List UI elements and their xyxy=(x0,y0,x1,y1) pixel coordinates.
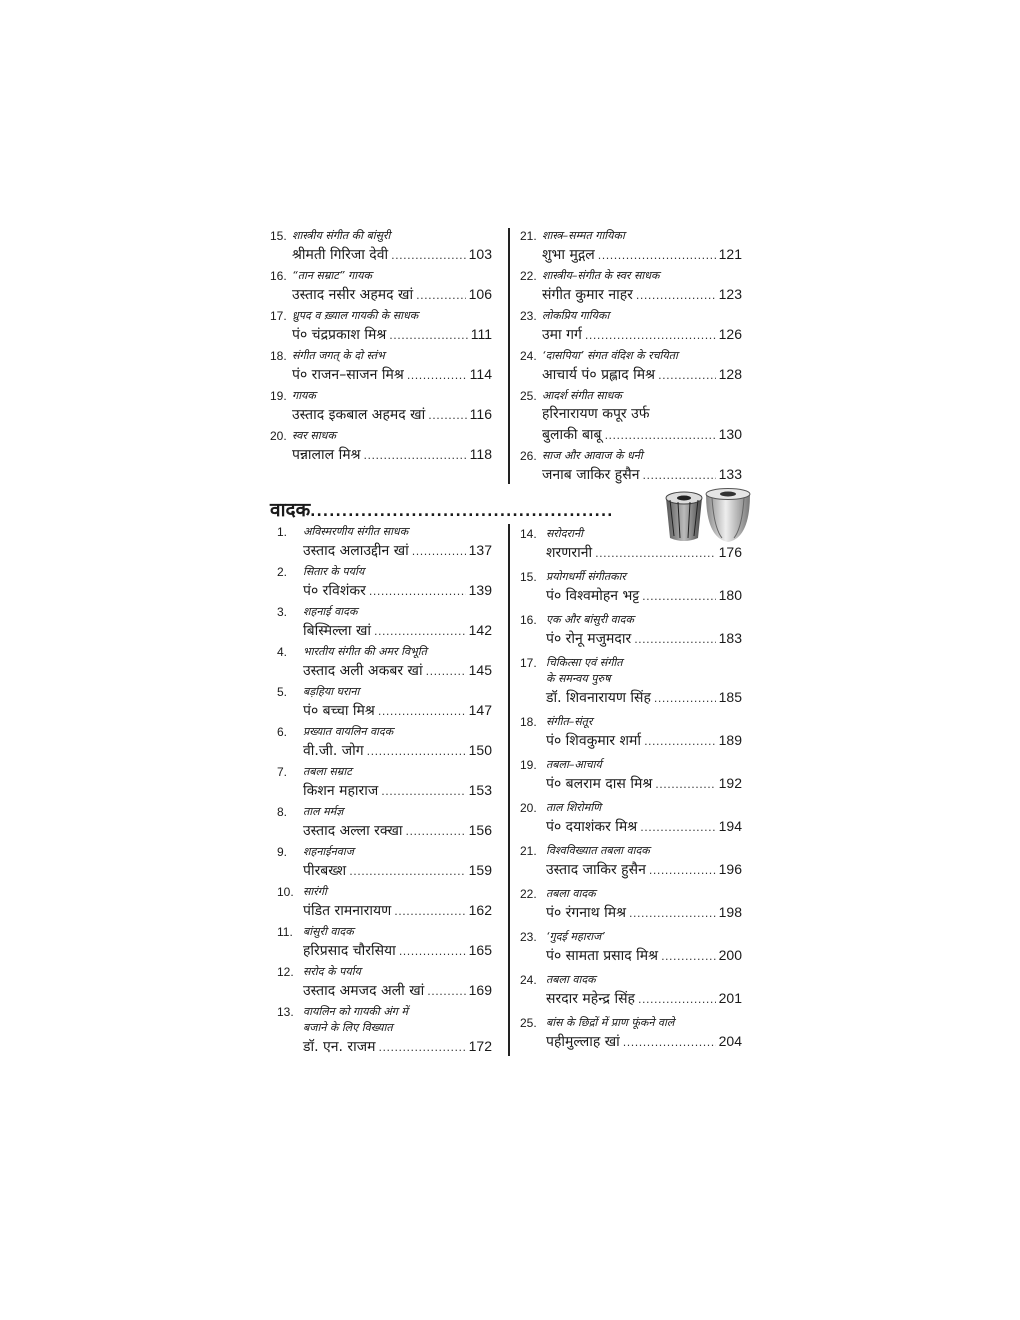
entry-number: 17. xyxy=(520,656,537,670)
singers-right-column xyxy=(520,228,742,488)
leader-dots xyxy=(407,366,467,386)
page-number: 126 xyxy=(718,326,742,342)
toc-entry[interactable] xyxy=(520,526,742,562)
entry-name: आचार्य पं० प्रह्लाद मिश्र xyxy=(542,367,656,383)
page-number: 118 xyxy=(469,446,492,462)
entry-number: 22. xyxy=(520,887,537,901)
leader-dots xyxy=(644,732,716,752)
entry-subtitle: प्रयोगधर्मी संगीतकार xyxy=(546,570,626,583)
entry-subtitle: आदर्श संगीत साधक xyxy=(542,389,622,402)
leader-dots xyxy=(598,246,716,266)
toc-entry[interactable] xyxy=(520,308,742,344)
entry-name-row xyxy=(542,464,742,484)
entry-number: 13. xyxy=(277,1005,294,1019)
page-number: 162 xyxy=(468,902,492,918)
entry-subtitle: ‘दासपिया’ संगत वंदिश के रचयिता xyxy=(542,349,678,362)
toc-entry[interactable] xyxy=(520,843,742,879)
entry-subtitle: ‘गुदई महाराज’ xyxy=(546,930,605,943)
entry-number: 15. xyxy=(520,570,537,584)
leader-dots xyxy=(661,947,716,967)
toc-entry[interactable] xyxy=(277,804,492,840)
leader-dots xyxy=(374,622,466,642)
entry-subtitle: शहनाई वादक xyxy=(303,605,358,618)
entry-number: 25. xyxy=(520,1016,537,1030)
entry-name: पं० चंद्रप्रकाश मिश्र xyxy=(292,327,387,343)
page-number: 204 xyxy=(718,1033,742,1049)
entry-name: उमा गर्ग xyxy=(542,327,582,343)
entry-subtitle: भारतीय संगीत की अमर विभूति xyxy=(303,645,427,658)
entry-subtitle: तबला वादक xyxy=(546,973,596,986)
leader-dots xyxy=(349,862,465,882)
page-number: 145 xyxy=(468,662,492,678)
entry-subtitle: प्रख्यात वायलिन वादक xyxy=(303,725,394,738)
section-leader-dots xyxy=(310,504,612,520)
toc-entry[interactable] xyxy=(520,569,742,605)
entry-name-row xyxy=(292,364,492,384)
entry-name: पं० रोनू मजुमदार xyxy=(546,631,632,647)
toc-entry[interactable] xyxy=(277,644,492,680)
entry-name: पं० विश्वमोहन भट्ट xyxy=(546,588,640,604)
entry-number: 3. xyxy=(277,605,288,619)
entry-name: पं० बच्चा मिश्र xyxy=(303,703,375,719)
entry-name: पं० राजन–साजन मिश्र xyxy=(292,367,404,383)
page-number: 142 xyxy=(468,622,492,638)
entry-name: पं० रंगनाथ मिश्र xyxy=(546,905,626,921)
entry-number: 14. xyxy=(520,527,537,541)
leader-dots xyxy=(412,542,466,562)
page-number: 139 xyxy=(468,582,492,598)
entry-name-row xyxy=(546,1031,742,1051)
entry-name-row xyxy=(546,542,742,562)
entry-number: 7. xyxy=(277,765,288,779)
entry-subtitle: तबला वादक xyxy=(546,887,596,900)
leader-dots xyxy=(640,818,715,838)
leader-dots xyxy=(427,982,465,1002)
entry-name: किशन महाराज xyxy=(303,783,379,799)
entry-number: 21. xyxy=(520,844,537,858)
entry-subtitle: चिकित्सा एवं संगीत xyxy=(546,656,623,669)
leader-dots xyxy=(426,662,466,682)
entry-number: 6. xyxy=(277,725,288,739)
page-number: 156 xyxy=(468,822,492,838)
toc-entry[interactable] xyxy=(277,964,492,1000)
leader-dots xyxy=(389,326,467,346)
entry-number: 24. xyxy=(520,349,537,363)
column-divider-bottom xyxy=(508,524,510,1056)
toc-entry[interactable] xyxy=(277,1004,492,1056)
toc-entry[interactable] xyxy=(277,524,492,560)
entry-name: उस्ताद अमजद अली खां xyxy=(303,983,425,999)
entry-number: 2. xyxy=(277,565,288,579)
toc-entry[interactable] xyxy=(277,924,492,960)
leader-dots xyxy=(629,904,716,924)
leader-dots xyxy=(369,582,466,602)
leader-dots xyxy=(394,902,465,922)
page-number: 185 xyxy=(718,689,742,705)
leader-dots xyxy=(391,246,466,266)
toc-entry[interactable] xyxy=(277,724,492,760)
toc-entry[interactable] xyxy=(520,714,742,750)
leader-dots xyxy=(655,775,715,795)
leader-dots xyxy=(658,366,716,386)
page-number: 183 xyxy=(718,630,742,646)
entry-name-row xyxy=(303,900,492,920)
entry-number: 25. xyxy=(520,389,537,403)
page-number: 192 xyxy=(718,775,742,791)
entry-number: 4. xyxy=(277,645,288,659)
page-number: 165 xyxy=(468,942,492,958)
leader-dots xyxy=(623,1033,716,1053)
singers-left-column xyxy=(270,228,492,468)
entry-number: 22. xyxy=(520,269,537,283)
entry-subtitle: सितार के पर्याय xyxy=(303,565,365,578)
toc-entry[interactable] xyxy=(270,228,492,264)
entry-subtitle: साज और आवाज के धनी xyxy=(542,449,643,462)
entry-number: 19. xyxy=(270,389,287,403)
toc-entry[interactable] xyxy=(277,844,492,880)
leader-dots xyxy=(638,990,716,1010)
entry-number: 9. xyxy=(277,845,288,859)
entry-subtitle: बजाने के लिए विख्यात xyxy=(303,1021,393,1034)
toc-entry[interactable] xyxy=(270,388,492,424)
leader-dots xyxy=(585,326,716,346)
page-number: 172 xyxy=(468,1038,492,1054)
leader-dots xyxy=(416,286,466,306)
entry-subtitle: शास्त्रीय संगीत की बांसुरी xyxy=(292,229,391,242)
entry-name-row xyxy=(303,820,492,840)
entry-number: 5. xyxy=(277,685,288,699)
entry-name-row xyxy=(303,980,492,1000)
toc-entry[interactable] xyxy=(277,604,492,640)
leader-dots xyxy=(595,544,716,564)
entry-name-row xyxy=(546,988,742,1008)
entry-name: उस्ताद अल्ला रक्खा xyxy=(303,823,403,839)
entry-name-row xyxy=(303,660,492,680)
players-right-column xyxy=(520,526,742,1058)
entry-name: बुलाकी बाबू xyxy=(542,427,602,443)
entry-name-row xyxy=(292,324,492,344)
page-number: 159 xyxy=(468,862,492,878)
entry-name-row xyxy=(303,620,492,640)
entry-name-row xyxy=(546,687,742,707)
entry-name-row xyxy=(546,773,742,793)
leader-dots xyxy=(428,406,466,426)
entry-name: पं० बलराम दास मिश्र xyxy=(546,776,653,792)
entry-number: 12. xyxy=(277,965,294,979)
entry-name-row xyxy=(303,580,492,600)
entry-number: 17. xyxy=(270,309,287,323)
entry-subtitle: संगीत–संतूर xyxy=(546,715,593,728)
page-number: 128 xyxy=(718,366,742,382)
entry-name: पन्नालाल मिश्र xyxy=(292,447,361,463)
entry-subtitle: संगीत जगत् के दो स्तंभ xyxy=(292,349,385,362)
entry-name: पं० रविशंकर xyxy=(303,583,366,599)
toc-entry[interactable] xyxy=(270,268,492,304)
entry-subtitle: तबला सम्राट xyxy=(303,765,352,778)
entry-name: डॉ. एन. राजम xyxy=(303,1039,376,1055)
entry-name: उस्ताद जाकिर हुसैन xyxy=(546,862,646,878)
page-number: 201 xyxy=(718,990,742,1006)
entry-name-row xyxy=(292,244,492,264)
entry-name-row xyxy=(303,700,492,720)
entry-name: पीरबख्श xyxy=(303,863,347,879)
toc-entry[interactable] xyxy=(520,1015,742,1051)
players-left-column xyxy=(277,524,492,1060)
page-number: 103 xyxy=(468,246,492,262)
entry-number: 23. xyxy=(520,309,537,323)
entry-subtitle: लोकप्रिय गायिका xyxy=(542,309,610,322)
entry-subtitle: तबला–आचार्य xyxy=(546,758,602,771)
entry-number: 24. xyxy=(520,973,537,987)
page-number: 176 xyxy=(718,544,742,560)
toc-entry[interactable] xyxy=(520,348,742,384)
entry-name-row xyxy=(546,816,742,836)
entry-number: 23. xyxy=(520,930,537,944)
toc-entry[interactable] xyxy=(520,972,742,1008)
page-number: 133 xyxy=(718,466,742,482)
toc-entry[interactable] xyxy=(277,564,492,600)
entry-name: उस्ताद अली अकबर खां xyxy=(303,663,423,679)
entry-subtitle: एक और बांसुरी वादक xyxy=(546,613,634,626)
entry-name: शरणरानी xyxy=(546,545,593,561)
entry-number: 21. xyxy=(520,229,537,243)
entry-name: उस्ताद इकबाल अहमद खां xyxy=(292,407,426,423)
entry-subtitle: वायलिन को गायकी अंग में xyxy=(303,1005,408,1018)
entry-name-row xyxy=(546,585,742,605)
entry-name: वी.जी. जोग xyxy=(303,743,364,759)
page-number: 130 xyxy=(718,426,742,442)
entry-name: हरिप्रसाद चौरसिया xyxy=(303,943,396,959)
entry-name: पं० शिवकुमार शर्मा xyxy=(546,733,642,749)
leader-dots xyxy=(649,861,716,881)
entry-name: शुभा मुद्गल xyxy=(542,247,595,263)
toc-entry[interactable] xyxy=(520,800,742,836)
entry-name: उस्ताद अलाउद्दीन खां xyxy=(303,543,409,559)
entry-name-row xyxy=(542,424,742,444)
entry-subtitle: विश्वविख्यात तबला वादक xyxy=(546,844,650,857)
entry-subtitle: बड़हिया घराना xyxy=(303,685,360,698)
toc-entry[interactable] xyxy=(520,612,742,648)
toc-entry[interactable] xyxy=(277,764,492,800)
entry-subtitle: सरोदरानी xyxy=(546,527,583,540)
leader-dots xyxy=(379,1038,466,1058)
entry-name-row xyxy=(303,940,492,960)
entry-name-row xyxy=(303,540,492,560)
toc-entry[interactable] xyxy=(520,228,742,264)
toc-entry[interactable] xyxy=(270,348,492,384)
entry-number: 19. xyxy=(520,758,537,772)
entry-name: संगीत कुमार नाहर xyxy=(542,287,633,303)
entry-number: 11. xyxy=(277,925,293,939)
entry-subtitle: शास्त्र–सम्मत गायिका xyxy=(542,229,625,242)
entry-subtitle: के समन्वय पुरुष xyxy=(546,672,611,685)
entry-name: पंडित रामनारायण xyxy=(303,903,392,919)
entry-subtitle: अविस्मरणीय संगीत साधक xyxy=(303,525,409,538)
entry-name-row xyxy=(546,859,742,879)
toc-entry[interactable] xyxy=(520,388,742,444)
entry-subtitle: ताल शिरोमणि xyxy=(546,801,602,814)
entry-subtitle: सरोद के पर्याय xyxy=(303,965,361,978)
entry-name-row xyxy=(292,284,492,304)
toc-entry[interactable] xyxy=(520,757,742,793)
leader-dots xyxy=(634,630,715,650)
page-number: 111 xyxy=(470,326,492,342)
entry-number: 26. xyxy=(520,449,537,463)
leader-dots xyxy=(364,446,467,466)
entry-name-row xyxy=(303,1036,492,1056)
page-number: 180 xyxy=(718,587,742,603)
page-number: 137 xyxy=(468,542,492,558)
entry-name: पं० दयाशंकर मिश्र xyxy=(546,819,638,835)
page-number: 150 xyxy=(468,742,492,758)
entry-name-row xyxy=(292,404,492,424)
entry-number: 20. xyxy=(520,801,537,815)
page-number: 200 xyxy=(718,947,742,963)
entry-number: 16. xyxy=(520,613,537,627)
toc-entry[interactable] xyxy=(520,448,742,484)
toc-entry[interactable] xyxy=(277,684,492,720)
page-number: 189 xyxy=(718,732,742,748)
leader-dots xyxy=(399,942,466,962)
leader-dots xyxy=(605,426,716,446)
entry-name: डॉ. शिवनारायण सिंह xyxy=(546,690,651,706)
entry-subtitle: सारंगी xyxy=(303,885,327,898)
entry-name-row xyxy=(303,780,492,800)
entry-name-row xyxy=(542,244,742,264)
entry-name-row xyxy=(546,730,742,750)
entry-name-row xyxy=(546,628,742,648)
entry-name: उस्ताद नसीर अहमद खां xyxy=(292,287,414,303)
entry-subtitle: बांस के छिद्रों में प्राण फूंकने वाले xyxy=(546,1016,675,1029)
toc-entry[interactable] xyxy=(520,268,742,304)
entry-number: 10. xyxy=(277,885,294,899)
entry-name-row xyxy=(546,902,742,922)
section-title: वादक xyxy=(270,499,311,521)
entry-name: पं० सामता प्रसाद मिश्र xyxy=(546,948,659,964)
entry-name-row xyxy=(303,740,492,760)
entry-subtitle: गायक xyxy=(292,389,316,402)
toc-entry[interactable] xyxy=(520,929,742,965)
page-number: 169 xyxy=(468,982,492,998)
leader-dots xyxy=(642,466,715,486)
entry-number: 1. xyxy=(277,525,288,539)
entry-name-row xyxy=(542,284,742,304)
entry-number: 8. xyxy=(277,805,288,819)
page-number: 147 xyxy=(468,702,492,718)
leader-dots xyxy=(642,587,715,607)
entry-number: 18. xyxy=(270,349,287,363)
toc-entry[interactable] xyxy=(270,428,492,464)
page-number: 198 xyxy=(718,904,742,920)
entry-name: सरदार महेन्द्र सिंह xyxy=(546,991,635,1007)
page-number: 114 xyxy=(469,366,492,382)
entry-name: पहीमुल्लाह खां xyxy=(546,1034,620,1050)
entry-name: बिस्मिल्ला खां xyxy=(303,623,372,639)
entry-name-row xyxy=(292,444,492,464)
leader-dots xyxy=(654,689,716,709)
entry-number: 20. xyxy=(270,429,287,443)
leader-dots xyxy=(636,286,716,306)
entry-subtitle: “तान सम्राट” गायक xyxy=(292,269,372,282)
entry-name-row xyxy=(546,945,742,965)
entry-name-row xyxy=(542,324,742,344)
entry-name: जनाब जाकिर हुसैन xyxy=(542,467,640,483)
toc-entry[interactable] xyxy=(277,884,492,920)
leader-dots xyxy=(378,702,466,722)
entry-subtitle: शहनाईनवाज xyxy=(303,845,354,858)
entry-number: 18. xyxy=(520,715,537,729)
entry-subtitle: शास्त्रीय–संगीत के स्वर साधक xyxy=(542,269,660,282)
page-number: 196 xyxy=(718,861,742,877)
leader-dots xyxy=(381,782,465,802)
leader-dots xyxy=(406,822,466,842)
entry-number: 15. xyxy=(270,229,287,243)
entry-number: 16. xyxy=(270,269,287,283)
page-number: 153 xyxy=(468,782,492,798)
page-number: 123 xyxy=(718,286,742,302)
entry-subtitle: स्वर साधक xyxy=(292,429,336,442)
page-number: 106 xyxy=(468,286,492,302)
page-number: 194 xyxy=(718,818,742,834)
entry-name: श्रीमती गिरिजा देवी xyxy=(292,247,389,263)
toc-entry[interactable] xyxy=(520,886,742,922)
entry-name-row xyxy=(303,860,492,880)
entry-subtitle: बांसुरी वादक xyxy=(303,925,354,938)
entry-subtitle: ताल मर्मज्ञ xyxy=(303,805,344,818)
page-number: 116 xyxy=(469,406,492,422)
entry-name-line: हरिनारायण कपूर उर्फ xyxy=(542,406,650,422)
toc-entry[interactable] xyxy=(520,655,742,707)
section-heading-vadak xyxy=(270,496,612,522)
column-divider-top xyxy=(508,228,510,484)
page-number: 121 xyxy=(718,246,742,262)
toc-entry[interactable] xyxy=(270,308,492,344)
leader-dots xyxy=(367,742,466,762)
entry-subtitle: ध्रुपद व ख़्याल गायकी के साधक xyxy=(292,309,419,322)
entry-name-row xyxy=(542,364,742,384)
